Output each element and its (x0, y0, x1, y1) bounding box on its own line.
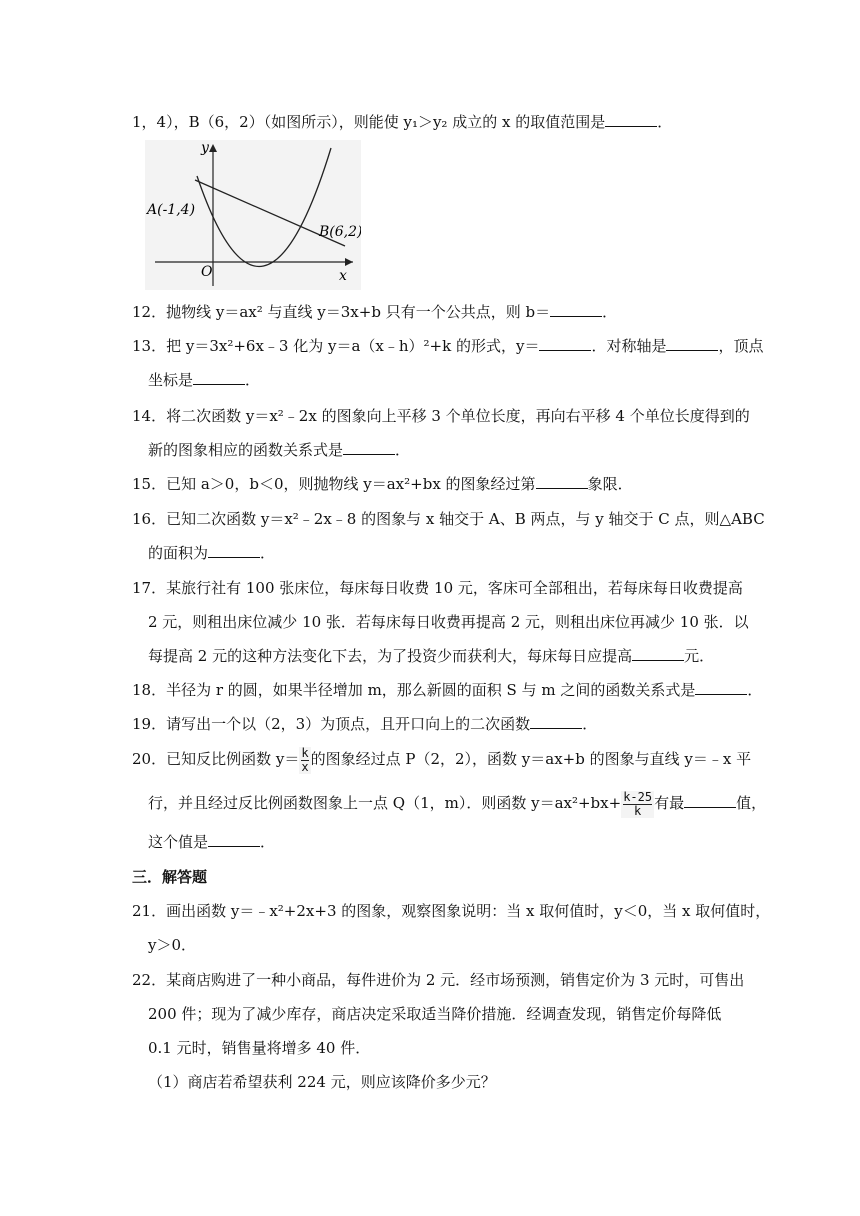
q22-line2-text: 200 件；现为了减少库存，商店决定采取适当降价措施．经调查发现，销售定价每降低 (148, 1005, 722, 1023)
q22-line2 (148, 1004, 721, 1024)
q14-line2 (148, 440, 410, 460)
fraction-denominator: k (634, 803, 642, 818)
q18-blank (695, 680, 747, 695)
y-axis-arrow (209, 144, 217, 152)
q11-text: 1，4），B（6，2）（如图所示），则能使 y₁＞y₂ 成立的 x 的取值范围是 (132, 113, 606, 131)
q15-blank (536, 474, 588, 489)
q12-period: ． (602, 303, 618, 321)
q16-period: ． (260, 544, 276, 562)
q21-line2 (148, 935, 196, 955)
q13-number: 13． (132, 337, 167, 355)
q14-blank (343, 440, 395, 455)
q20-line2-tail: 值， (736, 794, 767, 812)
q12-blank (550, 302, 602, 317)
graph-svg (145, 140, 361, 290)
q20-line3 (148, 832, 275, 852)
q13-line2-text: 坐标是 (148, 371, 194, 389)
q14-line2-text: 新的图象相应的函数关系式是 (148, 441, 344, 459)
q17-line1-text: 某旅行社有 100 张床位，每床每日收费 10 元，客床可全部租出，若每床每日收费提高 (166, 579, 743, 597)
q20-mid: 的图象经过点 P（2，2），函数 y＝ax+b 的图象与直线 y＝﹣x 平 (310, 750, 752, 768)
q19-number: 19． (132, 715, 167, 733)
q18 (132, 680, 762, 700)
q14-line1 (132, 406, 750, 426)
q22-sub1-text: （1）商店若希望获利 224 元，则应该降价多少元？ (148, 1073, 496, 1091)
fraction-numerator: k (301, 745, 309, 760)
q16-line2-text: 的面积为 (148, 544, 209, 562)
q21-number: 21． (132, 902, 167, 920)
q20-line2 (148, 790, 766, 818)
q12 (132, 302, 617, 322)
q15 (132, 474, 633, 494)
q18-text: 半径为 r 的圆，如果半径增加 m，那么新圆的面积 S 与 m 之间的函数关系式是 (166, 681, 696, 699)
q12-number: 12． (132, 303, 167, 321)
q13-text: 把 y＝3x²+6x﹣3 化为 y＝a（x﹣h）²+k 的形式，y＝ (166, 337, 540, 355)
q13-blank-3 (193, 370, 245, 385)
fraction-numerator: k-25 (623, 789, 653, 804)
q20-line3-text: 这个值是 (148, 833, 209, 851)
point-b-label: B(6,2) (319, 224, 361, 240)
fraction-k25-over-k (621, 791, 654, 818)
q12-text: 抛物线 y＝ax² 与直线 y＝3x+b 只有一个公共点，则 b＝ (166, 303, 551, 321)
q22-line1-text: 某商店购进了一种小商品，每件进价为 2 元．经市场预测，销售定价为 3 元时，可售出 (166, 971, 745, 989)
q16-line2 (148, 543, 275, 563)
q19-period: ． (582, 715, 598, 733)
q11-tail (132, 112, 672, 132)
q13-mid2: ，顶点 (718, 337, 764, 355)
q11-blank (605, 112, 657, 127)
q14-period: ． (395, 441, 411, 459)
q13-blank-1 (539, 336, 591, 351)
q20-line1 (132, 746, 751, 774)
section-heading: 三．解答题 (132, 868, 208, 886)
q15-number: 15． (132, 475, 167, 493)
q17-number: 17． (132, 579, 167, 597)
q22-line3 (148, 1038, 370, 1058)
q13-line2 (148, 370, 260, 390)
q17-blank (632, 646, 684, 661)
q16-line1-text: 已知二次函数 y＝x²﹣2x﹣8 的图象与 x 轴交于 A、B 两点，与 y 轴交于 C 点，则△ABC (166, 510, 765, 528)
fraction-denominator: x (301, 759, 309, 774)
q17-line2 (148, 612, 749, 632)
q21-line1-text: 画出函数 y＝﹣x²+2x+3 的图象，观察图象说明：当 x 取何值时，y＜0，当 x 取何值时， (166, 902, 771, 920)
q19-text: 请写出一个以（2，3）为顶点，且开口向上的二次函数 (166, 715, 531, 733)
q21-line1 (132, 901, 770, 921)
q17-line1 (132, 578, 743, 598)
q13-mid1: ．对称轴是 (591, 337, 667, 355)
q20-blank-2 (208, 832, 260, 847)
q14-number: 14． (132, 407, 167, 425)
q19-blank (530, 714, 582, 729)
q16-blank (208, 543, 260, 558)
q20-line2-pre: 行，并且经过反比例函数图象上一点 Q（1，m）．则函数 y＝ax²+bx+ (148, 794, 622, 812)
q20-number: 20． (132, 750, 167, 768)
q21-line2-text: y＞0． (148, 936, 197, 954)
q16-number: 16． (132, 510, 167, 528)
q11-period: ． (657, 113, 673, 131)
q20-pre: 已知反比例函数 y＝ (166, 750, 300, 768)
q16-line1 (132, 509, 765, 529)
fraction-k-over-x (299, 747, 310, 774)
origin-label: O (201, 264, 213, 280)
q17-line3 (148, 646, 714, 666)
q18-period: ． (747, 681, 763, 699)
q13-line1 (132, 336, 764, 356)
q13-blank-2 (666, 336, 718, 351)
y-axis-label: y (201, 140, 209, 156)
q15-tail: 象限． (587, 475, 633, 493)
q14-line1-text: 将二次函数 y＝x²﹣2x 的图象向上平移 3 个单位长度，再向右平移 4 个单位长度得到的 (166, 407, 750, 425)
q22-number: 22． (132, 971, 167, 989)
q20-line2-mid: 有最 (654, 794, 685, 812)
point-a-label: A(-1,4) (147, 202, 196, 218)
q19 (132, 714, 597, 734)
parabola-curve (197, 148, 331, 266)
x-axis-label: x (339, 268, 347, 284)
q15-text: 已知 a＞0，b＜0，则抛物线 y＝ax²+bx 的图象经过第 (166, 475, 536, 493)
q22-sub1 (148, 1072, 496, 1092)
q13-period: ． (245, 371, 261, 389)
x-axis-arrow (345, 258, 353, 266)
q20-blank-1 (684, 793, 736, 808)
q17-tail: 元． (684, 647, 715, 665)
q20-period: ． (260, 833, 276, 851)
q17-line3-text: 每提高 2 元的这种方法变化下去，为了投资少而获利大，每床每日应提高 (148, 647, 633, 665)
q22-line1 (132, 970, 744, 990)
q17-line2-text: 2 元，则租出床位减少 10 张．若每床每日收费再提高 2 元，则租出床位再减少 10 张．以 (148, 613, 749, 631)
q22-line3-text: 0.1 元时，销售量将增多 40 件． (148, 1039, 371, 1057)
q18-number: 18． (132, 681, 167, 699)
graph-figure (145, 140, 361, 290)
